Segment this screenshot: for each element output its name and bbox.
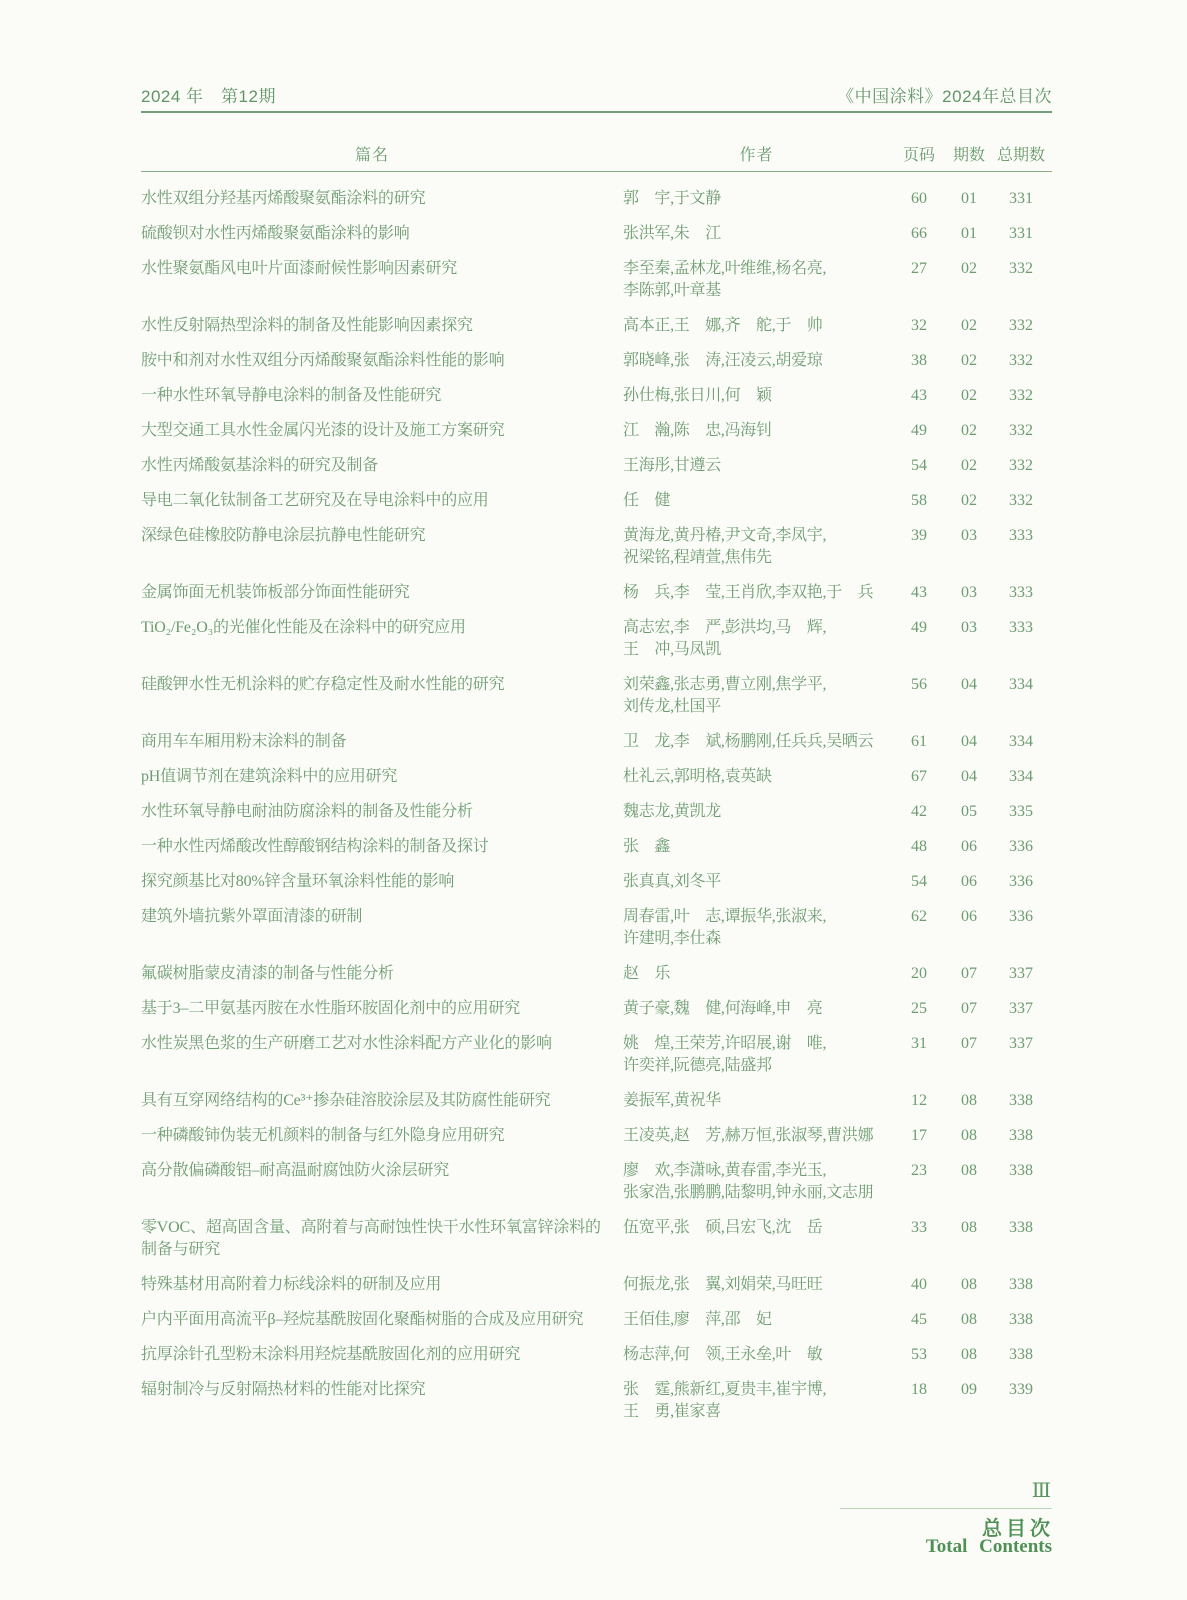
page-number-roman: Ⅲ [1031, 1480, 1052, 1502]
total-issue-number: 337 [1009, 1035, 1033, 1052]
table-row [141, 1274, 1052, 1296]
issue-number: 07 [961, 965, 977, 982]
page-number: 32 [911, 317, 927, 334]
issue-number: 03 [961, 619, 977, 636]
issue-number: 07 [961, 1000, 977, 1017]
issue-number: 03 [961, 527, 977, 544]
table-row [141, 490, 1052, 512]
issue-number: 02 [961, 260, 977, 277]
total-issue-number: 338 [1009, 1127, 1033, 1144]
total-issue-number: 332 [1009, 422, 1033, 439]
total-issue-number: 338 [1009, 1311, 1033, 1328]
table-row [141, 1160, 1052, 1204]
total-issue-number: 332 [1009, 457, 1033, 474]
table-row [141, 582, 1052, 604]
issue-number: 06 [961, 873, 977, 890]
table-row [141, 617, 1052, 661]
page-number: 62 [911, 908, 927, 925]
authors-line: 王 勇,崔家喜 [623, 1403, 721, 1420]
article-authors [603, 1274, 890, 1296]
authors-line: 李至秦,孟林龙,叶维维,杨名亮, [623, 260, 827, 277]
issue-number: 03 [961, 584, 977, 601]
article-title: 一种磷酸铈伪装无机颜料的制备与红外隐身应用研究 [141, 1127, 505, 1144]
table-row [141, 731, 1052, 753]
total-issue-number: 331 [1009, 225, 1033, 242]
page-number: 49 [911, 422, 927, 439]
authors-line: 姚 煌,王荣芳,许昭展,谢 唯, [623, 1035, 827, 1052]
total-issue-number: 338 [1009, 1092, 1033, 1109]
authors-line: 孙仕梅,张日川,何 颖 [623, 387, 772, 404]
article-authors [603, 836, 890, 858]
total-issue-number: 335 [1009, 803, 1033, 820]
authors-line: 张家浩,张鹏鹏,陆黎明,钟永丽,文志朋 [623, 1184, 874, 1201]
authors-line: 卫 龙,李 斌,杨鹏刚,任兵兵,吴晒云 [623, 733, 874, 750]
total-issue-number: 337 [1009, 1000, 1033, 1017]
article-authors [603, 455, 890, 477]
article-title: 一种水性丙烯酸改性醇酸钢结构涂料的制备及探讨 [141, 838, 489, 855]
table-row [141, 1033, 1052, 1077]
article-title: 水性炭黑色浆的生产研磨工艺对水性涂料配方产业化的影响 [141, 1035, 552, 1052]
page-number: 20 [911, 965, 927, 982]
article-title: 深绿色硅橡胶防静电涂层抗静电性能研究 [141, 527, 426, 544]
authors-line: 李陈郭,叶章基 [623, 282, 721, 299]
article-authors [603, 223, 890, 245]
authors-line: 许奕祥,阮德亮,陆盛邦 [623, 1057, 772, 1074]
table-row [141, 1125, 1052, 1147]
authors-line: 伍宽平,张 硕,吕宏飞,沈 岳 [623, 1219, 823, 1236]
total-issue-number: 333 [1009, 619, 1033, 636]
article-authors [603, 617, 890, 661]
issue-number: 04 [961, 676, 977, 693]
issue-number: 08 [961, 1346, 977, 1363]
total-issue-number: 339 [1009, 1381, 1033, 1398]
article-title: 商用车车厢用粉末涂料的制备 [141, 733, 347, 750]
table-row [141, 455, 1052, 477]
page-number: 45 [911, 1311, 927, 1328]
table-row [141, 766, 1052, 788]
authors-line: 杜礼云,郭明格,袁英缺 [623, 768, 772, 785]
running-head [141, 82, 1052, 107]
issue-number: 06 [961, 908, 977, 925]
authors-line: 黄海龙,黄丹椿,尹文奇,李凤宇, [623, 527, 827, 544]
article-title: 水性双组分羟基丙烯酸聚氨酯涂料的研究 [141, 190, 426, 207]
article-authors [603, 258, 890, 302]
table-row [141, 1379, 1052, 1423]
authors-line: 周春雷,叶 志,谭振华,张淑来, [623, 908, 827, 925]
page-number: 58 [911, 492, 927, 509]
article-authors [603, 998, 890, 1020]
article-authors [603, 350, 890, 372]
article-title: 建筑外墙抗紫外罩面清漆的研制 [141, 908, 363, 925]
table-row [141, 1090, 1052, 1112]
article-title: 零VOC、超高固含量、高附着与高耐蚀性快干水性环氧富锌涂料的制备与研究 [141, 1219, 601, 1258]
footer-rule [840, 1508, 1052, 1509]
page-number: 43 [911, 584, 927, 601]
article-title: 特殊基材用高附着力标线涂料的研制及应用 [141, 1276, 442, 1293]
page-number: 12 [911, 1092, 927, 1109]
column-header-issue: 期数 [952, 147, 985, 164]
article-authors [603, 420, 890, 442]
issue-label: 2024 年 第12期 [141, 87, 276, 106]
article-title: 具有互穿网络结构的Ce³⁺掺杂硅溶胶涂层及其防腐性能研究 [141, 1092, 551, 1109]
page-number: 53 [911, 1346, 927, 1363]
article-title: 户内平面用高流平β–羟烷基酰胺固化聚酯树脂的合成及应用研究 [141, 1311, 584, 1328]
article-authors [603, 1379, 890, 1423]
issue-number: 08 [961, 1276, 977, 1293]
page-number: 48 [911, 838, 927, 855]
footer-section-title-en: Total Contents [925, 1536, 1052, 1557]
authors-line: 郭 宇,于文静 [623, 190, 721, 207]
table-row [141, 674, 1052, 718]
article-title: 探究颜基比对80%锌含量环氧涂料性能的影响 [141, 873, 455, 890]
total-issue-number: 332 [1009, 317, 1033, 334]
page-number: 43 [911, 387, 927, 404]
page-number: 49 [911, 619, 927, 636]
article-title: 一种水性环氧导静电涂料的制备及性能研究 [141, 387, 442, 404]
page-number: 31 [911, 1035, 927, 1052]
table-row [141, 963, 1052, 985]
authors-line: 张 鑫 [623, 838, 671, 855]
table-row [141, 836, 1052, 858]
table-row [141, 315, 1052, 337]
page-number: 54 [911, 457, 927, 474]
table-row [141, 223, 1052, 245]
total-issue-number: 332 [1009, 352, 1033, 369]
article-authors [603, 906, 890, 950]
authors-line: 杨 兵,李 莹,王肖欣,李双艳,于 兵 [623, 584, 874, 601]
table-row [141, 1217, 1052, 1261]
article-title: 大型交通工具水性金属闪光漆的设计及施工方案研究 [141, 422, 505, 439]
total-issue-number: 333 [1009, 527, 1033, 544]
column-header-title: 篇名 [354, 147, 389, 164]
authors-line: 廖 欢,李潇咏,黄春雷,李光玉, [623, 1162, 827, 1179]
issue-number: 02 [961, 317, 977, 334]
table-row [141, 801, 1052, 823]
authors-line: 高本正,王 娜,齐 舵,于 帅 [623, 317, 823, 334]
article-title: 辐射制冷与反射隔热材料的性能对比探究 [141, 1381, 426, 1398]
issue-number: 08 [961, 1219, 977, 1236]
total-issue-number: 332 [1009, 387, 1033, 404]
issue-number: 02 [961, 422, 977, 439]
column-header-page: 页码 [902, 147, 935, 164]
article-authors [603, 188, 890, 210]
article-title: 水性聚氨酯风电叶片面漆耐候性影响因素研究 [141, 260, 458, 277]
column-header-authors: 作者 [739, 147, 774, 164]
issue-number: 08 [961, 1127, 977, 1144]
article-title: 金属饰面无机装饰板部分饰面性能研究 [141, 584, 410, 601]
issue-number: 06 [961, 838, 977, 855]
article-authors [603, 1033, 890, 1077]
authors-line: 刘传龙,杜国平 [623, 698, 721, 715]
page-number: 23 [911, 1162, 927, 1179]
issue-number: 01 [961, 225, 977, 242]
total-issue-number: 338 [1009, 1346, 1033, 1363]
issue-number: 02 [961, 457, 977, 474]
journal-title: 《中国涂料》2024年总目次 [837, 87, 1052, 106]
article-authors [603, 963, 890, 985]
page-number: 25 [911, 1000, 927, 1017]
page-number: 18 [911, 1381, 927, 1398]
page-number: 39 [911, 527, 927, 544]
authors-line: 江 瀚,陈 忠,冯海钊 [623, 422, 772, 439]
authors-line: 何振龙,张 翼,刘娟荣,马旺旺 [623, 1276, 823, 1293]
page-number: 60 [911, 190, 927, 207]
article-title: 基于3–二甲氨基丙胺在水性脂环胺固化剂中的应用研究 [141, 1000, 521, 1017]
total-issue-number: 333 [1009, 584, 1033, 601]
article-title: 硅酸钾水性无机涂料的贮存稳定性及耐水性能的研究 [141, 676, 505, 693]
authors-line: 许建明,李仕森 [623, 930, 721, 947]
article-authors [603, 1217, 890, 1239]
issue-number: 04 [961, 768, 977, 785]
total-issue-number: 338 [1009, 1276, 1033, 1293]
total-issue-number: 336 [1009, 838, 1033, 855]
table-row [141, 998, 1052, 1020]
authors-line: 赵 乐 [623, 965, 671, 982]
authors-line: 张 霆,熊新红,夏贵丰,崔宇博, [623, 1381, 827, 1398]
issue-number: 09 [961, 1381, 977, 1398]
page-number: 66 [911, 225, 927, 242]
article-authors [603, 731, 890, 753]
issue-number: 02 [961, 387, 977, 404]
total-issue-number: 338 [1009, 1219, 1033, 1236]
column-header-total: 总期数 [996, 147, 1045, 164]
authors-line: 高志宏,李 严,彭洪均,马 辉, [623, 619, 827, 636]
article-authors [603, 525, 890, 569]
issue-number: 02 [961, 352, 977, 369]
table-row [141, 350, 1052, 372]
article-title: 水性环氧导静电耐油防腐涂料的制备及性能分析 [141, 803, 473, 820]
authors-line: 王凌英,赵 芳,赫万恒,张淑琴,曹洪娜 [623, 1127, 874, 1144]
article-authors [603, 1309, 890, 1331]
total-issue-number: 338 [1009, 1162, 1033, 1179]
table-row [141, 906, 1052, 950]
authors-line: 魏志龙,黄凯龙 [623, 803, 721, 820]
issue-number: 05 [961, 803, 977, 820]
total-issue-number: 337 [1009, 965, 1033, 982]
article-authors [603, 490, 890, 512]
issue-number: 08 [961, 1162, 977, 1179]
article-title: 抗厚涂针孔型粉末涂料用羟烷基酰胺固化剂的应用研究 [141, 1346, 521, 1363]
total-issue-number: 332 [1009, 492, 1033, 509]
total-issue-number: 334 [1009, 733, 1033, 750]
page-number: 54 [911, 873, 927, 890]
page-number: 33 [911, 1219, 927, 1236]
total-issue-number: 331 [1009, 190, 1033, 207]
article-title: pH值调节剂在建筑涂料中的应用研究 [141, 768, 398, 785]
authors-line: 姜振军,黄祝华 [623, 1092, 721, 1109]
header-rule [141, 111, 1052, 113]
article-title: 胺中和剂对水性双组分丙烯酸聚氨酯涂料性能的影响 [141, 352, 505, 369]
table-header-row [141, 146, 1052, 166]
article-authors [603, 766, 890, 788]
page-number: 61 [911, 733, 927, 750]
page-number: 40 [911, 1276, 927, 1293]
issue-number: 08 [961, 1311, 977, 1328]
issue-number: 02 [961, 492, 977, 509]
total-issue-number: 336 [1009, 908, 1033, 925]
article-title: 水性反射隔热型涂料的制备及性能影响因素探究 [141, 317, 473, 334]
issue-number: 04 [961, 733, 977, 750]
page-number: 38 [911, 352, 927, 369]
issue-number: 07 [961, 1035, 977, 1052]
page-number: 27 [911, 260, 927, 277]
table-row [141, 258, 1052, 302]
article-authors [603, 1090, 890, 1112]
total-issue-number: 332 [1009, 260, 1033, 277]
page-number: 17 [911, 1127, 927, 1144]
total-issue-number: 336 [1009, 873, 1033, 890]
authors-line: 王佰佳,廖 萍,邵 妃 [623, 1311, 772, 1328]
article-title: TiO₂/Fe₂O₃的光催化性能及在涂料中的研究应用 [141, 619, 466, 636]
article-authors [603, 582, 890, 604]
table-header-rule [141, 171, 1052, 172]
issue-number: 01 [961, 190, 977, 207]
table-row [141, 188, 1052, 210]
total-issue-number: 334 [1009, 768, 1033, 785]
authors-line: 刘荣鑫,张志勇,曹立刚,焦学平, [623, 676, 827, 693]
table-row [141, 871, 1052, 893]
article-authors [603, 674, 890, 718]
article-authors [603, 1344, 890, 1366]
table-row [141, 385, 1052, 407]
article-title: 硫酸钡对水性丙烯酸聚氨酯涂料的影响 [141, 225, 410, 242]
authors-line: 祝梁铭,程靖萱,焦伟先 [623, 549, 772, 566]
article-title: 高分散偏磷酸铝–耐高温耐腐蚀防火涂层研究 [141, 1162, 450, 1179]
authors-line: 王海彤,甘遵云 [623, 457, 721, 474]
table-row [141, 1344, 1052, 1366]
authors-line: 黄子豪,魏 健,何海峰,申 亮 [623, 1000, 823, 1017]
article-title: 导电二氧化钛制备工艺研究及在导电涂料中的应用 [141, 492, 489, 509]
article-authors [603, 385, 890, 407]
page-number: 67 [911, 768, 927, 785]
table-row [141, 420, 1052, 442]
article-authors [603, 1160, 890, 1204]
authors-line: 杨志萍,何 领,王永垒,叶 敏 [623, 1346, 823, 1363]
issue-number: 08 [961, 1092, 977, 1109]
authors-line: 任 健 [623, 492, 671, 509]
article-authors [603, 1125, 890, 1147]
article-authors [603, 871, 890, 893]
article-authors [603, 801, 890, 823]
article-authors [603, 315, 890, 337]
toc-table [141, 146, 1052, 1436]
total-issue-number: 334 [1009, 676, 1033, 693]
table-row [141, 525, 1052, 569]
page-number: 42 [911, 803, 927, 820]
table-row [141, 1309, 1052, 1331]
footer-section-title-cn: 总目次 [982, 1518, 1054, 1540]
authors-line: 王 冲,马凤凯 [623, 641, 721, 658]
authors-line: 张真真,刘冬平 [623, 873, 721, 890]
authors-line: 郭晓峰,张 涛,汪凌云,胡爱琼 [623, 352, 823, 369]
article-title: 水性丙烯酸氨基涂料的研究及制备 [141, 457, 379, 474]
article-title: 氟碳树脂蒙皮清漆的制备与性能分析 [141, 965, 394, 982]
page-number: 56 [911, 676, 927, 693]
authors-line: 张洪军,朱 江 [623, 225, 721, 242]
